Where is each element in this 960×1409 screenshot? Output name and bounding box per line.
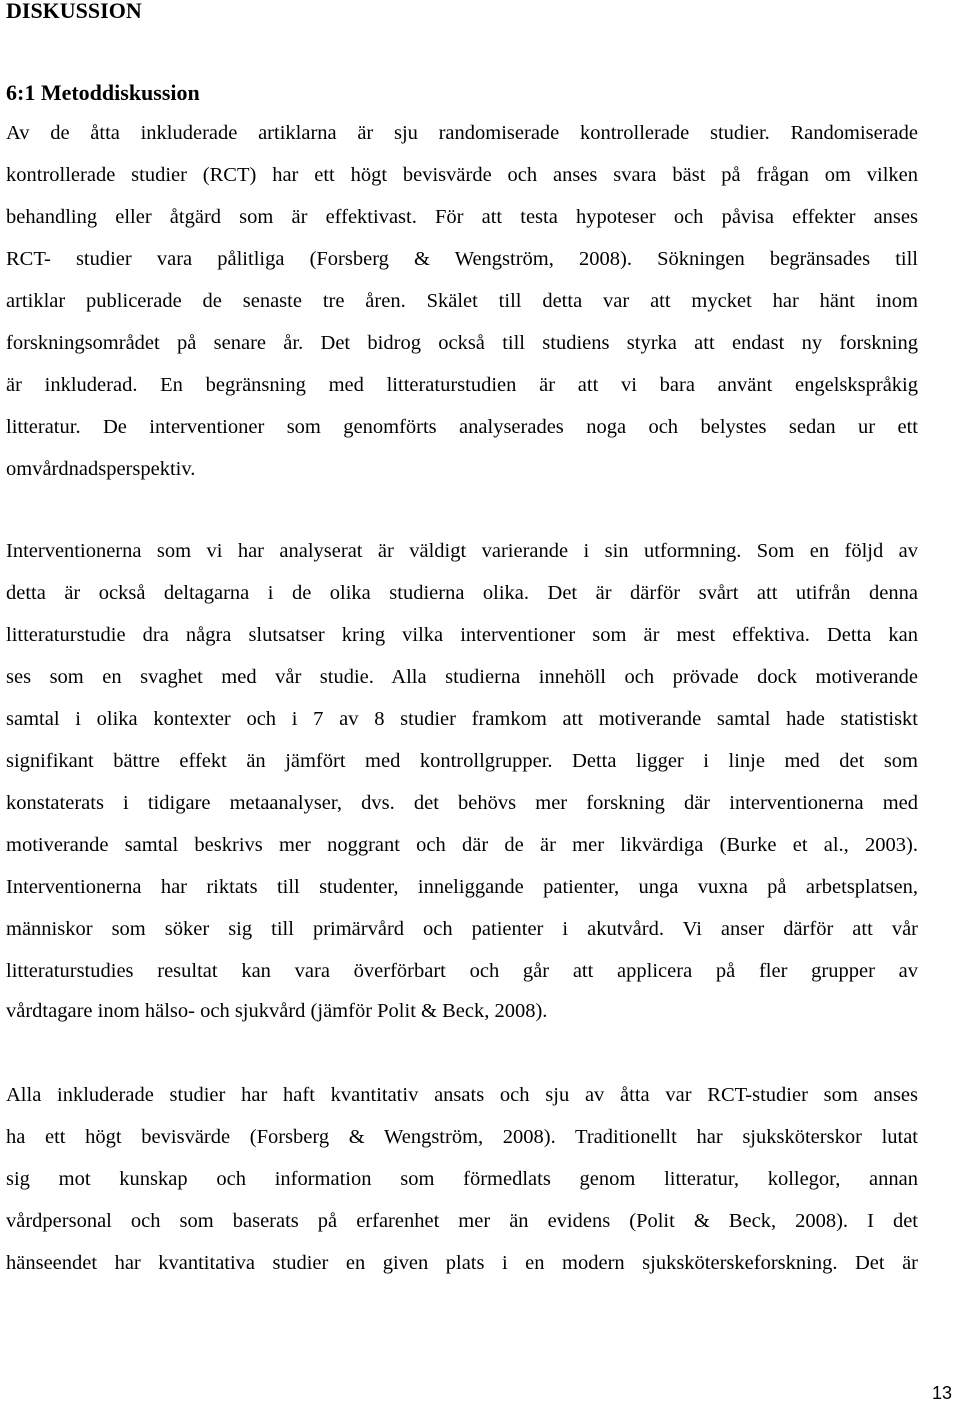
text-line: Interventionerna har riktats till studenter, inneliggande patienter, unga vuxna på arbetsplatsen, <box>6 876 918 898</box>
text-line: vårdpersonal och som baserats på erfarenhet mer än evidens (Polit & Beck, 2008). I det <box>6 1210 918 1232</box>
text-line: hänseendet har kvantitativa studier en given plats i en modern sjuksköterskeforskning. Det är <box>6 1252 918 1274</box>
text-line: motiverande samtal beskrivs mer noggrant och där de är mer likvärdiga (Burke et al., 2003). <box>6 834 918 856</box>
text-line: forskningsområdet på senare år. Det bidrog också till studiens styrka att endast ny forskning <box>6 332 918 354</box>
text-line: sig mot kunskap och information som förmedlats genom litteratur, kollegor, annan <box>6 1168 918 1190</box>
text-line: Av de åtta inkluderade artiklarna är sju randomiserade kontrollerade studier. Randomiserade <box>6 122 918 144</box>
text-line: konstaterats i tidigare metaanalyser, dvs. det behövs mer forskning där interventionerna med <box>6 792 918 814</box>
text-line: samtal i olika kontexter och i 7 av 8 studier framkom att motiverande samtal hade statistiskt <box>6 708 918 730</box>
text-line: detta är också deltagarna i de olika studierna olika. Det är därför svårt att utifrån denna <box>6 582 918 604</box>
text-line: ses som en svaghet med vår studie. Alla studierna innehöll och prövade dock motiverande <box>6 666 918 688</box>
page-number: 13 <box>931 1383 952 1403</box>
text-line: ha ett högt bevisvärde (Forsberg & Wengström, 2008). Traditionellt har sjuksköterskor lutat <box>6 1126 918 1148</box>
text-line: omvårdnadsperspektiv. <box>6 458 196 480</box>
text-line: litteratur. De interventioner som genomförts analyserades noga och belystes sedan ur ett <box>6 416 918 438</box>
text-line: Interventionerna som vi har analyserat är väldigt varierande i sin utformning. Som en följd av <box>6 540 918 562</box>
text-line: vårdtagare inom hälso- och sjukvård (jämför Polit & Beck, 2008). <box>6 1000 548 1022</box>
text-line: signifikant bättre effekt än jämfört med kontrollgrupper. Detta ligger i linje med det som <box>6 750 918 772</box>
text-line: behandling eller åtgärd som är effektivast. För att testa hypoteser och påvisa effekter anses <box>6 206 918 228</box>
chapter-title: DISKUSSION <box>6 0 142 23</box>
text-line: människor som söker sig till primärvård och patienter i akutvård. Vi anser därför att vår <box>6 918 918 940</box>
section-title: 6:1 Metoddiskussion <box>6 80 200 105</box>
text-line: kontrollerade studier (RCT) har ett högt bevisvärde och anses svara bäst på frågan om vilken <box>6 164 918 186</box>
text-line: RCT- studier vara pålitliga (Forsberg & Wengström, 2008). Sökningen begränsades till <box>6 248 918 270</box>
text-line: Alla inkluderade studier har haft kvantitativ ansats och sju av åtta var RCT-studier som anses <box>6 1084 918 1106</box>
text-line: är inkluderad. En begränsning med litteraturstudien är att vi bara använt engelskspråkig <box>6 374 918 396</box>
text-line: artiklar publicerade de senaste tre åren. Skälet till detta var att mycket har hänt inom <box>6 290 918 312</box>
text-line: litteraturstudie dra några slutsatser kring vilka interventioner som är mest effektiva. Detta kan <box>6 624 918 646</box>
text-line: litteraturstudies resultat kan vara överförbart och går att applicera på fler grupper av <box>6 960 918 982</box>
